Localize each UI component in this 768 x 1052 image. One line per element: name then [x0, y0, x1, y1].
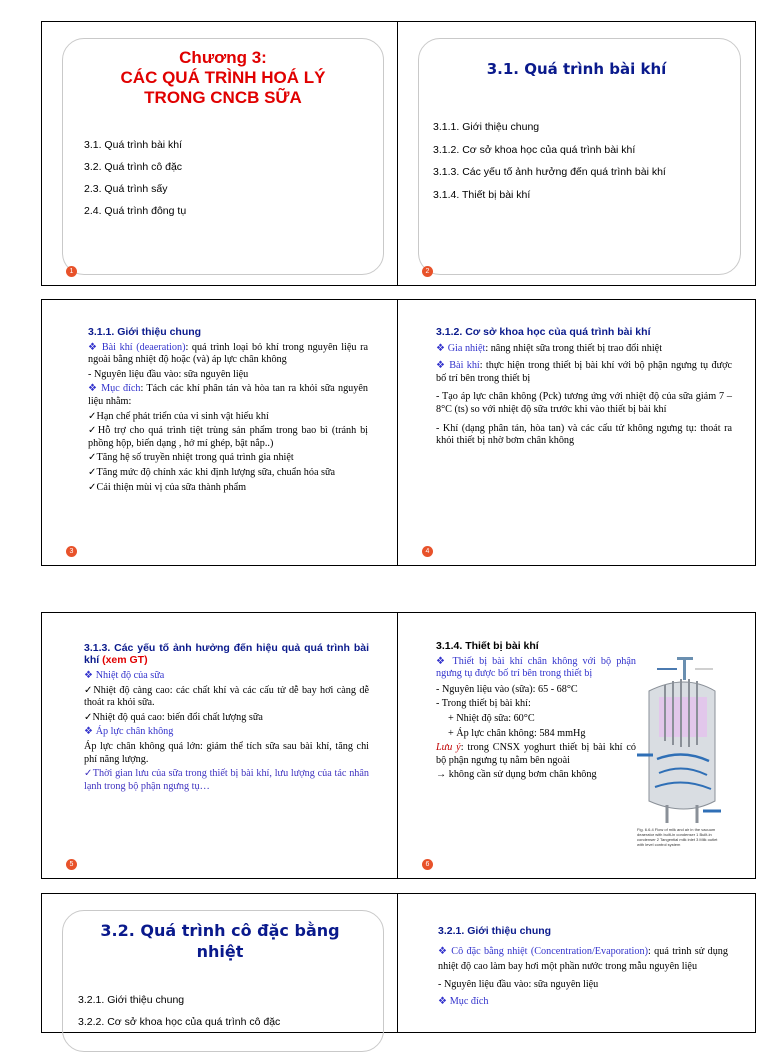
slide-3	[41, 299, 399, 566]
bullet-paragraph	[436, 343, 732, 356]
text-line: - Nguyên liệu vào (sữa): 65 - 68°C	[436, 683, 578, 695]
section-toc	[78, 989, 280, 1033]
text-line: + Nhiệt độ sữa: 60°C	[448, 712, 535, 724]
subsection-title: 3.1.1. Giới thiệu chung	[88, 326, 202, 338]
chapter-title-line-3: TRONG CNCB SỮA	[144, 88, 302, 107]
chapter-title-line-2: CÁC QUÁ TRÌNH HOÁ LÝ	[120, 68, 326, 87]
subsection-title: 3.1.2. Cơ sở khoa học của quá trình bài khí	[436, 326, 651, 338]
slide-body	[88, 326, 368, 496]
section-toc	[433, 116, 666, 206]
slide-number: 1	[66, 266, 77, 277]
text-line: - Trong thiết bị bài khí:	[436, 698, 531, 710]
definition: : Tách các khí phân tán và hòa tan ra khỏi sữa nguyên liệu nhằm:	[88, 383, 368, 407]
bullet-paragraph: ❖ Thiết bị bài khí chân không với bộ phận ngưng tụ được bố trí bên trong thiết bị	[436, 655, 636, 680]
slide-7	[41, 893, 399, 1033]
check-item: ✓Tăng mức độ chính xác khi định lượng sữa, chuẩn hóa sữa	[88, 466, 336, 478]
section-title-line-2: nhiệt	[196, 942, 244, 961]
term: Bài khí	[449, 360, 480, 372]
definition: : quá trình loại bỏ khí trong nguyên liệu ra ngoài bằng nhiệt độ hoặc (và) áp lực chân không	[88, 341, 369, 366]
bullet-paragraph	[88, 342, 368, 367]
slide-body	[438, 924, 728, 1012]
slide-body	[84, 642, 369, 795]
slide-8	[397, 893, 756, 1033]
term: Mục đích	[101, 383, 141, 395]
toc-item: 3.1.4. Thiết bị bài khí	[433, 188, 531, 201]
slide-2	[397, 21, 756, 286]
slide-number: 4	[422, 546, 433, 557]
text-paragraph: - Tạo áp lực chân không (Pck) tương ứng với nhiệt độ của sữa giảm 7 – 8°C (ts) so với nhiệt độ sữa trước khi vào thiết bị bài khí	[436, 391, 732, 415]
slide-1	[41, 21, 399, 286]
check-item: ✓Cải thiện mùi vị của sữa thành phẩm	[88, 481, 247, 493]
slide-number: 2	[422, 266, 433, 277]
bullet-icon: ❖	[438, 945, 452, 957]
bullet-heading: ❖ Áp lực chân không	[84, 726, 174, 738]
reference-note: (xem GT)	[99, 654, 148, 666]
subsection-title	[84, 642, 369, 666]
subsection-title-text: 3.1.3. Các yếu tố ảnh hưởng đến hiệu quả quá trình bài khí	[84, 642, 369, 666]
text-paragraph: - Khí (dạng phân tán, hòa tan) và các cấu tử không ngưng tụ: thoát ra khỏi thiết bị nhờ bơm chân không	[436, 422, 732, 447]
chapter-toc	[84, 134, 186, 222]
figure-caption: Fig. 6.6.4 Flow of milk and air in the vacuum deaerator with built-in condenser 1 Built-in condenser 2 Tangential milk inlet 3 Milk outlet with level control system	[637, 827, 718, 847]
text-line: + Áp lực chân không: 584 mmHg	[448, 727, 586, 739]
slide-number: 3	[66, 546, 77, 557]
toc-item: 3.2.1. Giới thiệu chung	[78, 994, 185, 1006]
check-item: ✓Hỗ trợ cho quá trình tiệt trùng sản phẩm trong bao bì (tránh bị phồng hộp, biến dạng , hở mí ghép, bật nắp..)	[88, 425, 368, 449]
chapter-title-line-1: Chương 3:	[179, 48, 267, 67]
bullet-paragraph	[88, 383, 368, 408]
check-item: ✓Tăng hệ số truyền nhiệt trong quá trình gia nhiệt	[88, 452, 294, 464]
bullet-heading-text: Mục đích	[449, 996, 489, 1007]
section-title-line-1: 3.2. Quá trình cô đặc bằng	[100, 921, 340, 940]
bullet-heading: ❖ Mục đích	[438, 996, 489, 1007]
toc-item: 3.1.1. Giới thiệu chung	[433, 121, 540, 133]
bullet-paragraph	[438, 944, 728, 975]
section-title: 3.1. Quá trình bài khí	[486, 60, 667, 78]
bullet-heading: ❖ Nhiệt độ của sữa	[84, 670, 165, 681]
definition: : thực hiện trong thiết bị bài khí với bộ phận ngưng tụ được bố trí bên trong thiết bị	[436, 360, 732, 384]
slide-body	[436, 326, 732, 450]
note-label: Lưu ý	[436, 742, 461, 754]
term: Gia nhiệt	[447, 342, 486, 354]
bullet-icon: ❖	[436, 342, 448, 354]
check-item: ✓Hạn chế phát triển của vi sinh vật hiếu khí	[88, 410, 269, 422]
note-conclusion: → không cần sử dụng bơm chân không	[436, 769, 597, 781]
definition: : nâng nhiệt sữa trong thiết bị trao đổi nhiệt	[485, 342, 663, 354]
vacuum-deaerator-figure	[637, 651, 721, 827]
bullet-heading-text: Nhiệt độ của sữa	[95, 670, 165, 681]
check-item: ✓Thời gian lưu của sữa trong thiết bị bài khí, lưu lượng của tác nhân lạnh trong bộ phận ngưng tụ…	[84, 768, 369, 792]
bullet-icon: ❖	[88, 383, 102, 395]
text-paragraph: Áp lực chân không quá lớn: giảm thể tích sữa sau bài khí, tăng chi phí năng lượng.	[84, 740, 369, 765]
bullet-icon: ❖	[436, 360, 450, 372]
toc-item: 2.3. Quá trình sấy	[84, 183, 168, 195]
slide-5	[41, 612, 399, 879]
slide-number: 6	[422, 859, 433, 870]
bullet-icon: ❖	[88, 341, 102, 353]
term: Bài khí (deaeration)	[101, 341, 186, 353]
chapter-title	[62, 48, 384, 108]
toc-item: 3.1.3. Các yếu tố ảnh hưởng đến quá trình bài khí	[433, 166, 666, 178]
text-line: - Nguyên liệu đầu vào: sữa nguyên liệu	[88, 368, 249, 380]
bullet-heading-text: Áp lực chân không	[95, 726, 174, 738]
bullet-text: Thiết bị bài khí chân không với bộ phận ngưng tụ được bố trí bên trong thiết bị	[436, 655, 636, 680]
slide-4	[397, 299, 756, 566]
term: Cô đặc bằng nhiệt (Concentration/Evaporation)	[451, 945, 648, 957]
note-paragraph	[436, 742, 636, 767]
subsection-title: 3.2.1. Giới thiệu chung	[438, 925, 552, 937]
check-item: ✓Nhiệt độ càng cao: các chất khí và các cấu tử dễ bay hơi càng dễ thoát ra khỏi sữa.	[84, 684, 369, 709]
text-line: - Nguyên liệu đầu vào: sữa nguyên liệu	[438, 978, 599, 990]
toc-item: 3.1.2. Cơ sở khoa học của quá trình bài khí	[433, 143, 636, 156]
section-title	[42, 920, 398, 962]
toc-item: 3.1. Quá trình bài khí	[84, 139, 183, 151]
slide-body	[436, 640, 636, 784]
toc-item: 3.2. Quá trình cô đặc	[84, 161, 183, 173]
bullet-paragraph	[436, 360, 732, 385]
subsection-title: 3.1.4. Thiết bị bài khí	[436, 640, 539, 652]
toc-item: 2.4. Quá trình đông tụ	[84, 205, 187, 217]
note-text: : trong CNSX yoghurt thiết bị bài khí có bộ phận ngưng tụ nằm bên ngoài	[436, 742, 637, 766]
toc-item: 3.2.2. Cơ sở khoa học của quá trình cô đặc	[78, 1016, 281, 1028]
slide-6	[397, 612, 756, 879]
definition: : quá trình sử dụng nhiệt độ cao làm bay hơi một phần nước trong mẫu nguyên liệu	[438, 945, 728, 972]
slide-number: 5	[66, 859, 77, 870]
check-item: ✓Nhiệt độ quá cao: biến đổi chất lượng sữa	[84, 711, 263, 723]
